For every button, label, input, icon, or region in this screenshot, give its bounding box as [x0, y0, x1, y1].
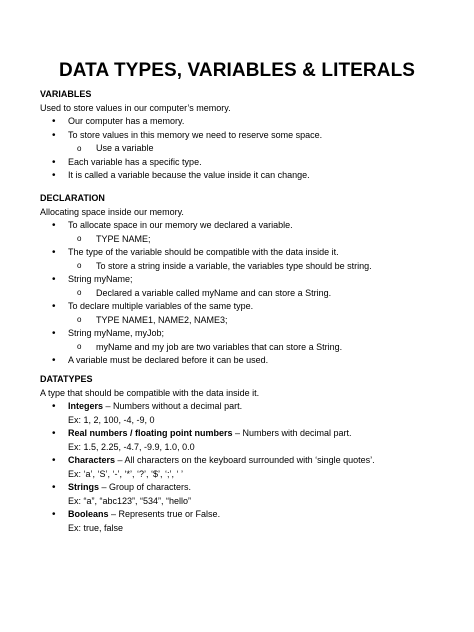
datatype-desc: – Numbers without a decimal part.	[103, 401, 243, 411]
datatype-example: Ex: “a”, “abc123”, “534”, “hello”	[68, 495, 192, 506]
sub-list-item: o myName and my job are two variables that can store a String.	[40, 341, 460, 355]
datatype-desc: – Represents true or False.	[108, 509, 221, 519]
datatype-item-characters	[40, 454, 460, 468]
datatypes-section	[40, 373, 460, 535]
list-item: • String myName;	[40, 273, 460, 287]
datatype-example: Ex: 1, 2, 100, -4, -9, 0	[68, 414, 155, 425]
sub-list-item: o To store a string inside a variable, the variables type should be string.	[40, 260, 460, 274]
datatype-item-booleans	[40, 508, 460, 522]
list-item: • It is called a variable because the value inside it can change.	[40, 169, 460, 183]
sub-list-item: o Declared a variable called myName and can store a String.	[40, 287, 460, 301]
list-item: • To allocate space in our memory we declared a variable.	[40, 219, 460, 233]
datatype-term: Real numbers / floating point numbers	[68, 428, 233, 438]
sub-list-item: o Use a variable	[40, 142, 460, 156]
list-item: • Our computer has a memory.	[40, 115, 460, 129]
datatype-example: Ex: ‘a’, ‘S’, ‘-’, ‘*’, ‘?’, ‘$’, ‘;’, ‘ ’	[68, 468, 184, 479]
datatypes-intro: A type that should be compatible with the data inside it.	[40, 387, 260, 398]
list-item: • String myName, myJob;	[40, 327, 460, 341]
variables-intro: Used to store values in our computer’s memory.	[40, 102, 231, 113]
datatype-term: Strings	[68, 482, 100, 492]
list-item: • The type of the variable should be compatible with the data inside it.	[40, 246, 460, 260]
datatype-item-real-numbers	[40, 427, 460, 441]
list-item: • Each variable has a specific type.	[40, 156, 460, 170]
list-item: • A variable must be declared before it can be used.	[40, 354, 460, 368]
datatype-desc: – Group of characters.	[99, 482, 192, 492]
datatype-example: Ex: 1.5, 2.25, -4.7, -9.9, 1.0, 0.0	[68, 441, 195, 452]
page-title: DATA TYPES, VARIABLES & LITERALS	[58, 60, 416, 81]
declaration-heading: DECLARATION	[40, 193, 105, 203]
list-item: • To declare multiple variables of the same type.	[40, 300, 460, 314]
variables-section	[40, 88, 460, 183]
datatype-term: Booleans	[68, 509, 109, 519]
datatype-item-integers	[40, 400, 460, 414]
list-item: • To store values in this memory we need to reserve some space.	[40, 129, 460, 143]
sub-list-item: o TYPE NAME;	[40, 233, 460, 247]
datatype-example: Ex: true, false	[68, 522, 124, 533]
declaration-intro: Allocating space inside our memory.	[40, 206, 184, 217]
declaration-section	[40, 192, 460, 368]
sub-list-item: o TYPE NAME1, NAME2, NAME3;	[40, 314, 460, 328]
datatype-desc: – All characters on the keyboard surrounded with ‘single quotes’.	[115, 455, 375, 465]
datatype-term: Integers	[68, 401, 104, 411]
datatype-item-strings	[40, 481, 460, 495]
datatype-term: Characters	[68, 455, 116, 465]
datatype-desc: – Numbers with decimal part.	[232, 428, 352, 438]
variables-heading: VARIABLES	[40, 89, 92, 99]
datatypes-heading: DATATYPES	[40, 374, 93, 384]
